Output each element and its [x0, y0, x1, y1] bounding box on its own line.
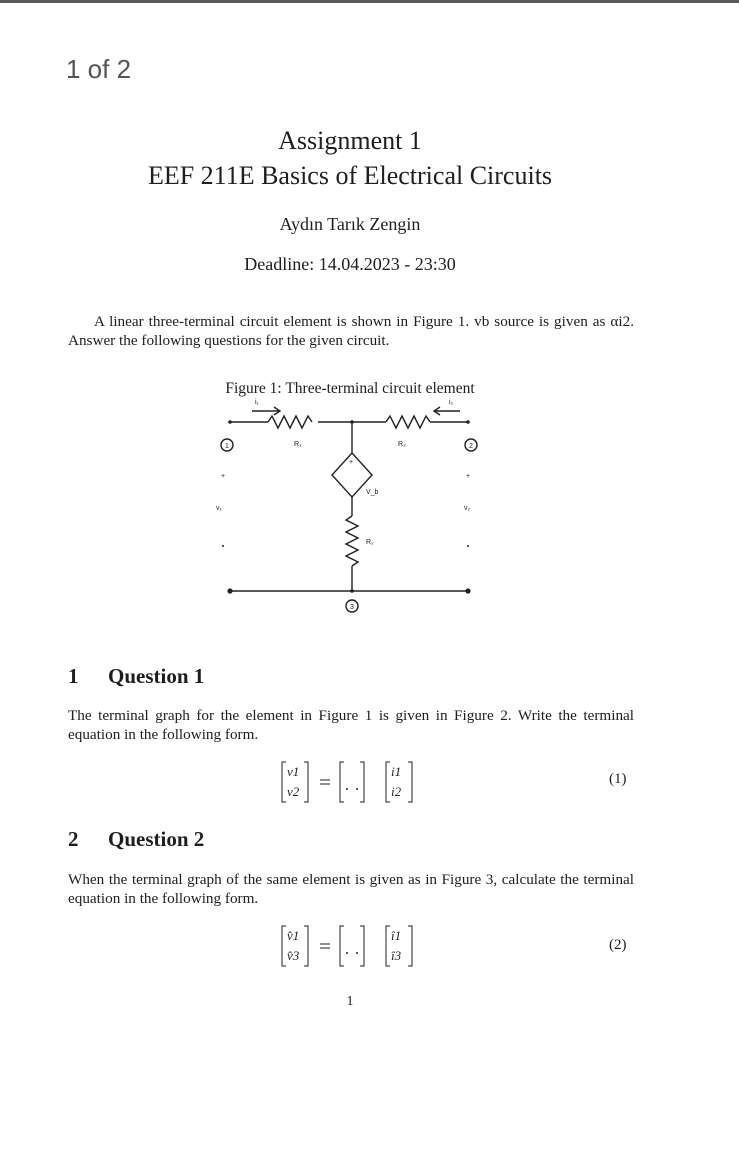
page-indicator: 1 of 2: [66, 54, 132, 84]
terminal-dot-top-right: [466, 420, 470, 424]
deadline: Deadline: 14.04.2023 - 23:30: [244, 254, 456, 274]
label-r1: R₁: [294, 441, 302, 448]
terminal-dot-top-left: [228, 420, 232, 424]
arrow-i1: [252, 407, 280, 415]
label-v2: v₂: [464, 505, 471, 512]
eq2-rhs-1: î1: [391, 928, 402, 943]
eq1-lhs-2: v2: [287, 784, 300, 799]
question-1-text: The terminal graph for the element in Figure 1 is given in Figure 2. Write the terminal equation in the following form.: [68, 707, 634, 743]
eq1-rhs-2: i2: [391, 784, 402, 799]
equation-2-number: (2): [609, 937, 627, 953]
author-name: Aydın Tarık Zengin: [279, 214, 421, 234]
eq2-lhs-2: v̂3: [287, 948, 300, 963]
label-i1: i₁: [255, 399, 259, 406]
intro-paragraph: A linear three-terminal circuit element is shown in Figure 1. vb source is given as αi2. Answer the following questions for the given circuit.: [68, 313, 634, 349]
section-1-number: 1: [68, 664, 79, 688]
node-1-label: 1: [225, 443, 229, 450]
junction-dot-bottom: [350, 589, 354, 593]
source-plus: +: [349, 459, 354, 466]
assignment-title: Assignment 1: [278, 126, 422, 155]
resistor-r2: [346, 516, 358, 566]
label-v1: v₁: [216, 505, 222, 512]
label-r3: R₃: [398, 441, 406, 448]
resistor-r3: [386, 416, 430, 428]
label-vb: V_b: [366, 489, 379, 496]
equation-1-number: (1): [609, 771, 627, 787]
section-question-2: [68, 827, 204, 852]
viewer-top-border: [0, 0, 739, 3]
label-r2: R₂: [366, 539, 374, 546]
section-2-number: 2: [68, 827, 79, 851]
eq2-lhs-1: v̂1: [287, 928, 300, 943]
eq1-lhs-1: v1: [287, 764, 300, 779]
node-3-label: 3: [350, 604, 354, 611]
course-title: EEF 211E Basics of Electrical Circuits: [147, 161, 553, 190]
section-2-title: Question 2: [108, 827, 205, 851]
eq2-rhs-2: î3: [391, 948, 402, 963]
dot-minus-1: [222, 545, 224, 547]
resistor-r1: [268, 416, 312, 428]
section-1-title: Question 1: [108, 664, 205, 688]
eq1-rhs-1: i1: [391, 764, 402, 779]
arrow-i2: [434, 407, 460, 415]
node-2-label: 2: [469, 443, 473, 450]
plus-left: +: [221, 473, 226, 480]
junction-dot-top: [350, 420, 354, 424]
dot-minus-2: [467, 545, 469, 547]
figure-caption: Figure 1: Three-terminal circuit element: [225, 380, 475, 397]
terminal-dot-1: [227, 588, 232, 593]
page-number: 1: [346, 994, 354, 1009]
section-question-1: [68, 664, 204, 689]
question-2-text: When the terminal graph of the same element is given as in Figure 3, calculate the terminal equation in the following form.: [68, 871, 634, 907]
label-i2: i₂: [449, 399, 454, 406]
equation-2: [280, 922, 420, 970]
terminal-dot-2: [465, 588, 470, 593]
equation-1: [280, 758, 420, 806]
circuit-diagram: [190, 398, 500, 623]
plus-right: +: [466, 473, 471, 480]
